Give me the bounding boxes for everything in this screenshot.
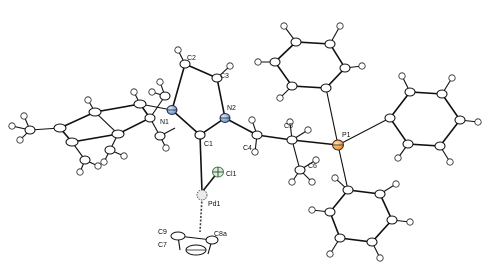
label-c5: C5: [284, 123, 293, 130]
nitrogen-atom-n2: [220, 114, 230, 123]
label-p1: P1: [342, 132, 351, 139]
label-n2: N2: [227, 105, 236, 112]
phenyl-ring-bottom: [312, 145, 410, 258]
phosphorus-atom-p1: [333, 140, 344, 150]
nitrogen-atom-n1: [167, 106, 177, 115]
label-n1: N1: [160, 119, 169, 126]
label-pd1: Pd1: [208, 201, 221, 208]
label-c7: C7: [158, 242, 167, 249]
label-c6: C6: [308, 163, 317, 170]
label-c8a: C8a: [214, 231, 227, 238]
label-c9: C9: [158, 229, 167, 236]
label-c2: C2: [187, 55, 196, 62]
label-c1: C1: [204, 141, 213, 148]
label-c3: C3: [220, 73, 229, 80]
palladium-atom-pd1: [197, 190, 207, 200]
label-c4: C4: [243, 145, 252, 152]
linker-chain: [252, 120, 338, 182]
left-aryl-atoms: [9, 79, 170, 175]
label-cl1: Cl1: [226, 171, 237, 178]
chlorine-atom-cl1: [213, 167, 224, 177]
allyl-atoms: [171, 232, 218, 255]
left-aryl-group: [12, 82, 175, 172]
core-atoms: [175, 47, 319, 185]
carbene-carbon-c1: [195, 131, 205, 139]
